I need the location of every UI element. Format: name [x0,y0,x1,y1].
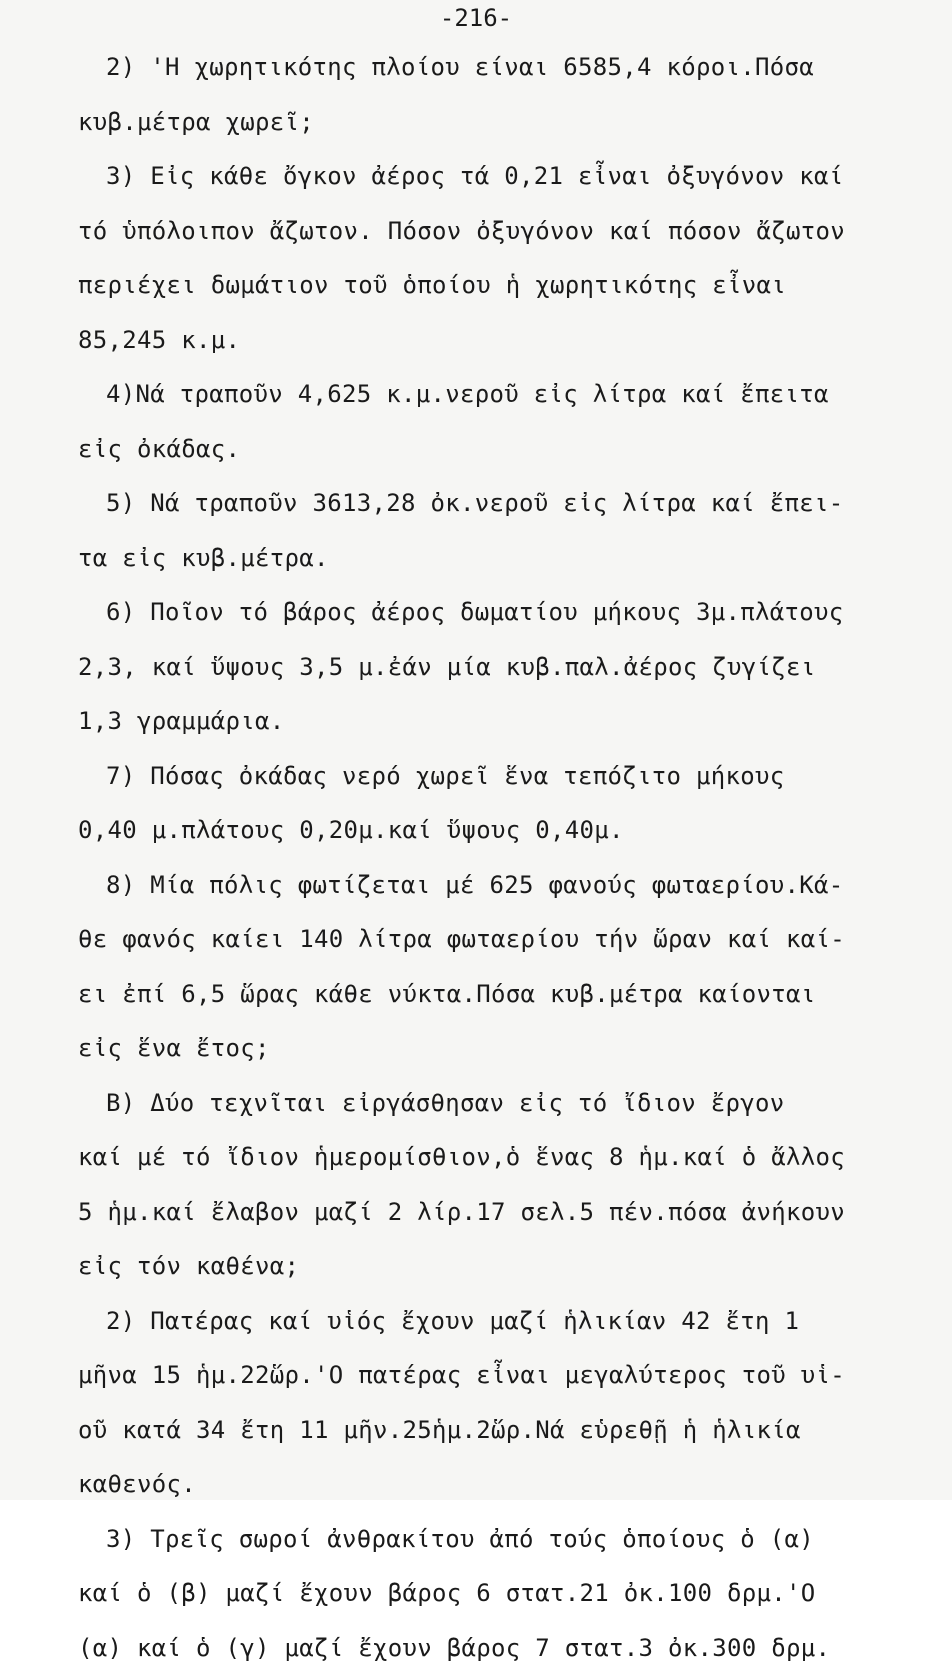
text-line: θε φανός καίει 140 λίτρα φωταερίου τήν ὥραν καί καί- [78,912,924,967]
text-line: 4)Νά τραποῦν 4,625 κ.μ.νεροῦ εἰς λίτρα καί ἔπειτα [78,367,924,422]
text-line: εἰς ἕνα ἔτος; [78,1021,924,1076]
text-line: τό ὑπόλοιπον ἄζωτον. Πόσον ὀξυγόνον καί πόσον ἄζωτον [78,204,924,259]
problem-text-block [78,40,924,1675]
text-line: εἰς τόν καθένα; [78,1239,924,1294]
text-line: καί ὁ (β) μαζί ἔχουν βάρος 6 στατ.21 ὀκ.100 δρμ.'Ο [78,1566,924,1621]
text-line: 6) Ποῖον τό βάρος ἀέρος δωματίου μήκους 3μ.πλάτους [78,585,924,640]
text-line: οῦ κατά 34 ἔτη 11 μῆν.25ἡμ.2ὥρ.Νά εὑρεθῇ ἡ ἡλικία [78,1403,924,1458]
text-line: 7) Πόσας ὀκάδας νερό χωρεῖ ἕνα τεπόζιτο μήκους [78,749,924,804]
text-line: 3) Εἰς κάθε ὄγκον ἀέρος τά 0,21 εἶναι ὀξυγόνον καί [78,149,924,204]
text-line: 2,3, καί ὕψους 3,5 μ.ἐάν μία κυβ.παλ.ἀέρος ζυγίζει [78,640,924,695]
text-line: 5) Νά τραποῦν 3613,28 ὀκ.νεροῦ εἰς λίτρα καί ἔπει- [78,476,924,531]
text-line: 2) Πατέρας καί υἱός ἔχουν μαζί ἡλικίαν 42 ἔτη 1 [78,1294,924,1349]
text-line: 1,3 γραμμάρια. [78,694,924,749]
text-line: Β) Δύο τεχνῖται εἰργάσθησαν εἰς τό ἴδιον ἔργον [78,1076,924,1131]
text-line: 2) 'Η χωρητικότης πλοίου είναι 6585,4 κόροι.Πόσα [78,40,924,95]
text-line: (α) καί ὁ (γ) μαζί ἔχουν βάρος 7 στατ.3 ὀκ.300 δρμ. [78,1621,924,1675]
text-line: 5 ἡμ.καί ἔλαβον μαζί 2 λίρ.17 σελ.5 πέν.πόσα ἀνήκουν [78,1185,924,1240]
text-line: 85,245 κ.μ. [78,313,924,368]
text-line: κυβ.μέτρα χωρεῖ; [78,95,924,150]
text-line: ει ἐπί 6,5 ὥρας κάθε νύκτα.Πόσα κυβ.μέτρα καίονται [78,967,924,1022]
text-line: τα εἰς κυβ.μέτρα. [78,531,924,586]
text-line: περιέχει δωμάτιον τοῦ ὁποίου ἡ χωρητικότης εἶναι [78,258,924,313]
text-line: καί μέ τό ἴδιον ἡμερομίσθιον,ὁ ἕνας 8 ἡμ.καί ὁ ἄλλος [78,1130,924,1185]
text-line: 0,40 μ.πλάτους 0,20μ.καί ὕψους 0,40μ. [78,803,924,858]
text-line: εἰς ὀκάδας. [78,422,924,477]
text-line: καθενός. [78,1457,924,1512]
text-line: 3) Τρεῖς σωροί ἀνθρακίτου ἀπό τούς ὁποίους ὁ (α) [78,1512,924,1567]
text-line: 8) Μία πόλις φωτίζεται μέ 625 φανούς φωταερίου.Κά- [78,858,924,913]
page-number: -216- [0,4,952,32]
text-line: μῆνα 15 ἡμ.22ὥρ.'Ο πατέρας εἶναι μεγαλύτερος τοῦ υἱ- [78,1348,924,1403]
